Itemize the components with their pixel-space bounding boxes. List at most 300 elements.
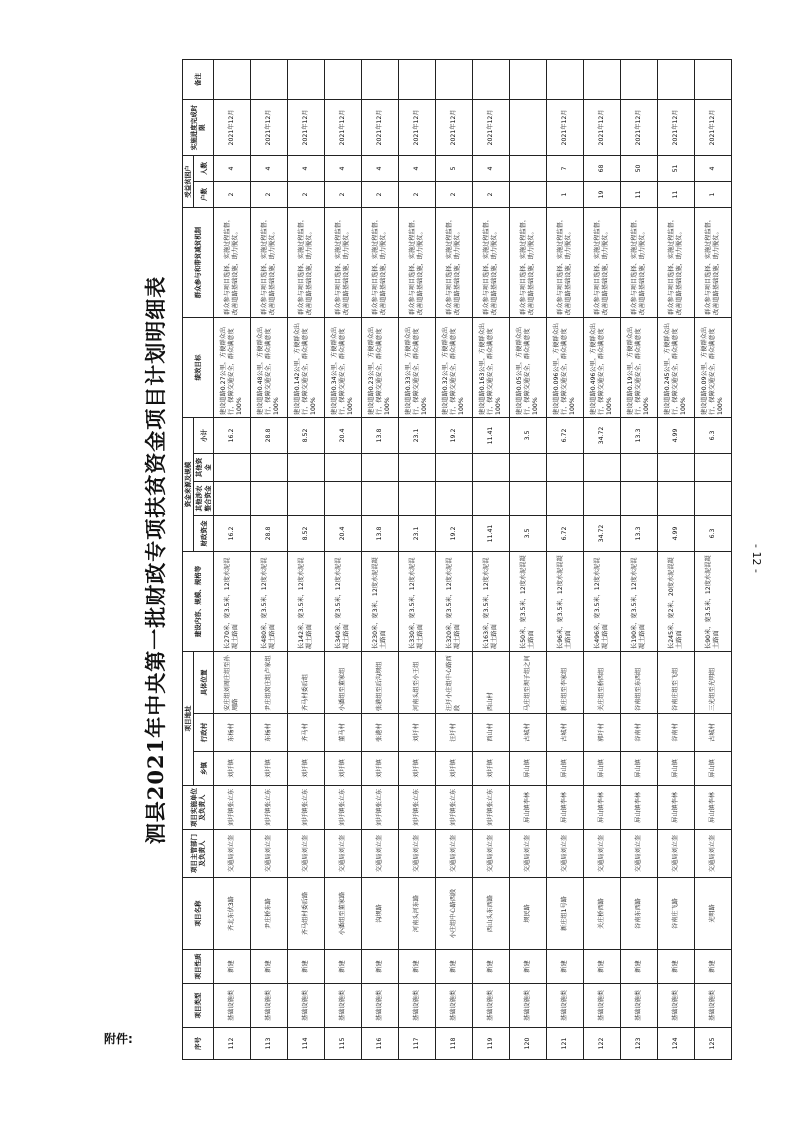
cell-subtotal: 13.8 [362, 417, 399, 453]
cell-name: 关庄桥西路 [584, 878, 621, 950]
cell-fiscal: 6.3 [695, 515, 732, 551]
cell-specific: 河南头组至小王组 [399, 651, 436, 713]
cell-content: 长163米，宽3.5米，12度水泥混凝土路面 [473, 551, 510, 651]
cell-mechanism: 群众参与项目选择、实施过程监督，改善道路基础设施，助力脱贫。 [584, 207, 621, 317]
cell-other [473, 481, 510, 515]
cell-deadline: 2021年12月 [399, 99, 436, 155]
cell-dept: 交通局刘立奎 [214, 830, 251, 878]
cell-mechanism: 群众参与项目选择、实施过程监督，改善道路基础设施，助力脱贫。 [473, 207, 510, 317]
cell-remark [473, 59, 510, 99]
cell-specific: 小潘组至董家组 [325, 651, 362, 713]
cell-dept: 交通局刘立奎 [288, 830, 325, 878]
cell-other [436, 481, 473, 515]
header-dept: 项目主管部门及负责人 [183, 830, 214, 878]
cell-village: 西山村 [473, 714, 510, 752]
cell-self [251, 453, 288, 481]
cell-seq: 112 [214, 1028, 251, 1060]
cell-remark [325, 59, 362, 99]
cell-mechanism: 群众参与项目选择、实施过程监督，改善道路基础设施，助力脱贫。 [436, 207, 473, 317]
cell-self [288, 453, 325, 481]
cell-village: 古城村 [547, 714, 584, 752]
cell-deadline: 2021年12月 [547, 99, 584, 155]
cell-town: 刘圩镇 [436, 752, 473, 786]
cell-type: 基础设施类 [658, 984, 695, 1028]
cell-deadline: 2021年12月 [362, 99, 399, 155]
cell-self [362, 453, 399, 481]
cell-remark [362, 59, 399, 99]
table-row [399, 59, 436, 1059]
cell-village: 古城村 [510, 714, 547, 752]
cell-content: 长330米，宽3.5米，12度水泥混凝土路面 [399, 551, 436, 651]
cell-subtotal: 16.2 [214, 417, 251, 453]
cell-specific: 尹庄组窝庄组卢家组 [251, 651, 288, 713]
cell-nature: 新建 [547, 950, 584, 984]
cell-town: 屏山镇 [621, 752, 658, 786]
header-impl: 项目实施单位及负责人 [183, 786, 214, 830]
cell-impl: 屏山镇李林 [510, 786, 547, 830]
cell-fiscal: 19.2 [436, 515, 473, 551]
cell-deadline: 2021年12月 [584, 99, 621, 155]
cell-households [510, 181, 547, 207]
header-households: 户数 [194, 181, 214, 207]
cell-persons: 4 [399, 155, 436, 181]
cell-subtotal: 20.4 [325, 417, 362, 453]
cell-households: 1 [547, 181, 584, 207]
cell-seq: 113 [251, 1028, 288, 1060]
cell-content: 长496米，宽3.5米，12度水泥混凝土路面 [584, 551, 621, 651]
cell-type: 基础设施类 [695, 984, 732, 1028]
cell-persons: 51 [658, 155, 695, 181]
header-poor: 受益贫困户 [183, 155, 194, 207]
cell-households: 2 [214, 181, 251, 207]
cell-nature: 新建 [251, 950, 288, 984]
cell-mechanism: 群众参与项目选择、实施过程监督，改善道路基础设施，助力脱贫。 [214, 207, 251, 317]
cell-seq: 123 [621, 1028, 658, 1060]
cell-village: 刘圩村 [399, 714, 436, 752]
header-persons: 人数 [194, 155, 214, 181]
cell-nature: 新建 [658, 950, 695, 984]
cell-subtotal: 6.3 [695, 417, 732, 453]
cell-households: 2 [473, 181, 510, 207]
cell-self [547, 453, 584, 481]
cell-persons: 50 [621, 155, 658, 181]
cell-remark [584, 59, 621, 99]
cell-persons: 4 [288, 155, 325, 181]
cell-content: 长480米，宽3.5米，12度水泥混凝土路面 [251, 551, 288, 651]
cell-other [510, 481, 547, 515]
cell-households: 2 [251, 181, 288, 207]
cell-mechanism: 群众参与项目选择、实施过程监督，改善道路基础设施，助力脱贫。 [621, 207, 658, 317]
cell-mechanism: 群众参与项目选择、实施过程监督，改善道路基础设施，助力脱贫。 [547, 207, 584, 317]
cell-mechanism: 群众参与项目选择、实施过程监督，改善道路基础设施，助力脱贫。 [362, 207, 399, 317]
table-row [288, 59, 325, 1059]
cell-persons: 4 [251, 155, 288, 181]
table-row [510, 59, 547, 1059]
cell-town: 屏山镇 [510, 752, 547, 786]
header-content: 建设内容、规模、规格等 [183, 551, 214, 651]
cell-content: 长340米，宽3.5米，12度水泥混凝土路面 [325, 551, 362, 651]
cell-households: 11 [658, 181, 695, 207]
cell-village: 董马村 [325, 714, 362, 752]
cell-persons: 4 [695, 155, 732, 181]
cell-subtotal: 34.72 [584, 417, 621, 453]
cell-village: 谷南村 [658, 714, 695, 752]
cell-mechanism: 群众参与项目选择、实施过程监督，改善道路基础设施，助力脱贫。 [325, 207, 362, 317]
cell-other [399, 481, 436, 515]
page-title: 泗县2021年中央第一批财政专项扶贫资金项目计划明细表 [143, 275, 168, 845]
header-remark: 备注 [183, 59, 214, 99]
cell-town: 屏山镇 [584, 752, 621, 786]
cell-type: 基础设施类 [214, 984, 251, 1028]
cell-town: 屏山镇 [658, 752, 695, 786]
table-row [547, 59, 584, 1059]
header-benefit: 绩效目标 [183, 317, 214, 417]
cell-remark [621, 59, 658, 99]
cell-self [436, 453, 473, 481]
header-self: 其他资金 [194, 453, 214, 481]
cell-type: 基础设施类 [547, 984, 584, 1028]
cell-seq: 119 [473, 1028, 510, 1060]
cell-nature: 新建 [399, 950, 436, 984]
cell-benefit: 建设道路0.27公里，方便群众出行，保障交通安全，群众满意度100% [214, 317, 251, 417]
cell-name: 河南头河东路 [399, 878, 436, 950]
cell-benefit: 建设道路0.33公里，方便群众出行，保障交通安全，群众满意度100% [399, 317, 436, 417]
cell-village: 张港村 [362, 714, 399, 752]
cell-dept: 交通局刘立奎 [510, 830, 547, 878]
cell-subtotal: 28.8 [251, 417, 288, 453]
cell-content: 长50米，宽3.5米，12度水泥混凝土路面 [510, 551, 547, 651]
cell-type: 基础设施类 [325, 984, 362, 1028]
cell-nature: 新建 [584, 950, 621, 984]
cell-other [325, 481, 362, 515]
cell-town: 刘圩镇 [288, 752, 325, 786]
cell-impl: 刘圩镇张立东 [325, 786, 362, 830]
cell-remark [288, 59, 325, 99]
cell-name: 新庄组1号路 [547, 878, 584, 950]
cell-dept: 交通局刘立奎 [584, 830, 621, 878]
cell-deadline: 2021年12月 [621, 99, 658, 155]
cell-subtotal: 11.41 [473, 417, 510, 453]
cell-name: 光明路 [695, 878, 732, 950]
cell-benefit: 建设道路0.142公里，方便群众出行，保障交通安全，群众满意度100% [288, 317, 325, 417]
cell-town: 屏山镇 [547, 752, 584, 786]
cell-self [621, 453, 658, 481]
cell-nature: 新建 [510, 950, 547, 984]
cell-benefit: 建设道路0.34公里，方便群众出行，保障交通安全，群众满意度100% [325, 317, 362, 417]
cell-fiscal: 16.2 [214, 515, 251, 551]
cell-deadline [510, 99, 547, 155]
header-fiscal: 财政资金 [194, 515, 214, 551]
cell-self [214, 453, 251, 481]
cell-town: 刘圩镇 [399, 752, 436, 786]
cell-subtotal: 13.3 [621, 417, 658, 453]
cell-village: 东杨村 [251, 714, 288, 752]
cell-fiscal: 13.8 [362, 515, 399, 551]
cell-type: 基础设施类 [251, 984, 288, 1028]
cell-households: 11 [621, 181, 658, 207]
cell-mechanism: 群众参与项目选择、实施过程监督，改善道路基础设施，助力脱贫。 [288, 207, 325, 317]
cell-specific: 张港组至后沟坝组 [362, 651, 399, 713]
cell-deadline: 2021年12月 [473, 99, 510, 155]
cell-deadline: 2021年12月 [695, 99, 732, 155]
cell-remark [399, 59, 436, 99]
table-row [584, 59, 621, 1059]
cell-households: 2 [288, 181, 325, 207]
cell-persons: 4 [214, 155, 251, 181]
cell-type: 基础设施类 [399, 984, 436, 1028]
cell-nature: 新建 [214, 950, 251, 984]
cell-other [621, 481, 658, 515]
table-row [621, 59, 658, 1059]
cell-impl: 刘圩镇张立东 [251, 786, 288, 830]
cell-impl: 刘圩镇张立东 [214, 786, 251, 830]
cell-other [362, 481, 399, 515]
cell-type: 基础设施类 [473, 984, 510, 1028]
cell-persons: 68 [584, 155, 621, 181]
cell-content: 长320米，宽3.5米，12度水泥混凝土路面 [436, 551, 473, 651]
cell-seq: 114 [288, 1028, 325, 1060]
cell-dept: 交通局刘立奎 [658, 830, 695, 878]
cell-other [658, 481, 695, 515]
cell-nature: 新建 [325, 950, 362, 984]
cell-subtotal: 4.99 [658, 417, 695, 453]
cell-name: 小潘组至董家路 [325, 878, 362, 950]
cell-content: 长142米，宽3.5米，12度水泥混凝土路面 [288, 551, 325, 651]
cell-subtotal: 19.2 [436, 417, 473, 453]
header-town: 乡镇 [194, 752, 214, 786]
cell-fiscal: 8.52 [288, 515, 325, 551]
header-subtotal: 小计 [194, 417, 214, 453]
cell-nature: 新建 [288, 950, 325, 984]
table-body [214, 59, 732, 1059]
cell-fiscal: 11.41 [473, 515, 510, 551]
cell-name: 沟坝路 [362, 878, 399, 950]
cell-town: 刘圩镇 [251, 752, 288, 786]
table-row [658, 59, 695, 1059]
cell-other [251, 481, 288, 515]
cell-content: 长96米，宽3.5米，12度水泥混凝土路面 [547, 551, 584, 651]
cell-self [695, 453, 732, 481]
cell-specific: 新庄组至李家组 [547, 651, 584, 713]
table-row [325, 59, 362, 1059]
cell-content: 长230米，宽3米，12度水泥混凝土路面 [362, 551, 399, 651]
cell-seq: 125 [695, 1028, 732, 1060]
cell-benefit: 建设道路0.245公里，方便群众出行，保障交通安全，群众满意度100% [658, 317, 695, 417]
cell-specific: 马庄组至坝子组之间 [510, 651, 547, 713]
cell-benefit: 建设道路0.19公里，方便群众出行，保障交通安全，群众满意度100% [621, 317, 658, 417]
cell-self [510, 453, 547, 481]
cell-deadline: 2021年12月 [251, 99, 288, 155]
cell-seq: 124 [658, 1028, 695, 1060]
cell-subtotal: 8.52 [288, 417, 325, 453]
cell-specific: 齐马村委后组 [288, 651, 325, 713]
cell-type: 基础设施类 [436, 984, 473, 1028]
cell-dept: 交通局刘立奎 [362, 830, 399, 878]
cell-town: 刘圩镇 [473, 752, 510, 786]
cell-households: 2 [325, 181, 362, 207]
cell-persons: 4 [325, 155, 362, 181]
cell-impl: 刘圩镇张立东 [362, 786, 399, 830]
table-row [214, 59, 251, 1059]
cell-benefit: 建设道路0.05公里，方便群众出行，保障交通安全，群众满意度100% [510, 317, 547, 417]
cell-subtotal: 23.1 [399, 417, 436, 453]
cell-other [584, 481, 621, 515]
table-row [362, 59, 399, 1059]
cell-fiscal: 20.4 [325, 515, 362, 551]
cell-remark [214, 59, 251, 99]
cell-dept: 交通局刘立奎 [251, 830, 288, 878]
cell-self [658, 453, 695, 481]
cell-other [695, 481, 732, 515]
cell-fiscal: 34.72 [584, 515, 621, 551]
cell-deadline: 2021年12月 [436, 99, 473, 155]
header-funds: 资金来源及规模 [183, 417, 194, 551]
cell-impl: 屏山镇李林 [547, 786, 584, 830]
cell-benefit: 建设道路0.496公里，方便群众出行，保障交通安全，群众满意度100% [584, 317, 621, 417]
cell-fiscal: 28.8 [251, 515, 288, 551]
header-specific: 具体位置 [194, 651, 214, 713]
table-row [695, 59, 732, 1059]
header-row-1 [183, 59, 194, 1059]
cell-type: 基础设施类 [621, 984, 658, 1028]
cell-remark [695, 59, 732, 99]
cell-town: 刘圩镇 [214, 752, 251, 786]
cell-persons [510, 155, 547, 181]
cell-content: 长270米，宽3.5米，12度水泥混凝土路面 [214, 551, 251, 651]
table-row [436, 59, 473, 1059]
cell-fiscal: 13.3 [621, 515, 658, 551]
cell-fiscal: 6.72 [547, 515, 584, 551]
cell-households: 2 [362, 181, 399, 207]
cell-benefit: 建设道路0.163公里，方便群众出行，保障交通安全，群众满意度100% [473, 317, 510, 417]
cell-benefit: 建设道路0.09公里，方便群众出行，保障交通安全，群众满意度100% [695, 317, 732, 417]
header-location: 项目地址 [183, 651, 194, 785]
cell-deadline: 2021年12月 [325, 99, 362, 155]
cell-nature: 新建 [621, 950, 658, 984]
cell-name: 尹庄桥东路 [251, 878, 288, 950]
cell-self [325, 453, 362, 481]
cell-name: 谷南东西路 [621, 878, 658, 950]
cell-impl: 刘圩镇张立东 [399, 786, 436, 830]
cell-benefit: 建设道路0.096公里，方便群众出行，保障交通安全，群众满意度100% [547, 317, 584, 417]
cell-other [214, 481, 251, 515]
cell-nature: 新建 [436, 950, 473, 984]
cell-dept: 交通局刘立奎 [621, 830, 658, 878]
cell-dept: 交通局刘立奎 [399, 830, 436, 878]
cell-impl: 屏山镇李林 [695, 786, 732, 830]
cell-remark [436, 59, 473, 99]
cell-name: 谷南庄飞路 [658, 878, 695, 950]
cell-impl: 刘圩镇张立东 [288, 786, 325, 830]
project-table [182, 59, 732, 1060]
table-row [251, 59, 288, 1059]
cell-seq: 115 [325, 1028, 362, 1060]
cell-impl: 刘圩镇张立东 [473, 786, 510, 830]
cell-town: 刘圩镇 [325, 752, 362, 786]
cell-dept: 交通局刘立奎 [325, 830, 362, 878]
cell-self [584, 453, 621, 481]
header-deadline: 实施进度完成时限 [183, 99, 214, 155]
cell-seq: 116 [362, 1028, 399, 1060]
cell-name: 小庄组中心路西段 [436, 878, 473, 950]
cell-other [547, 481, 584, 515]
cell-remark [510, 59, 547, 99]
cell-persons: 5 [436, 155, 473, 181]
cell-seq: 117 [399, 1028, 436, 1060]
page-number: - 12 - [749, 544, 763, 573]
header-type: 项目类型 [183, 984, 214, 1028]
cell-fiscal: 4.99 [658, 515, 695, 551]
cell-impl: 刘圩镇张立东 [436, 786, 473, 830]
cell-self [399, 453, 436, 481]
header-name: 项目名称 [183, 878, 214, 950]
cell-nature: 新建 [473, 950, 510, 984]
cell-fiscal: 23.1 [399, 515, 436, 551]
cell-dept: 交通局刘立奎 [547, 830, 584, 878]
cell-impl: 屏山镇李林 [658, 786, 695, 830]
cell-remark [547, 59, 584, 99]
cell-name: 西山头东西路 [473, 878, 510, 950]
cell-persons: 4 [362, 155, 399, 181]
cell-seq: 118 [436, 1028, 473, 1060]
cell-specific: 安庄组刘周庄组至孙周路 [214, 651, 251, 713]
cell-type: 基础设施类 [362, 984, 399, 1028]
cell-subtotal: 3.5 [510, 417, 547, 453]
cell-households: 1 [695, 181, 732, 207]
cell-deadline: 2021年12月 [288, 99, 325, 155]
cell-mechanism: 群众参与项目选择、实施过程监督，改善道路基础设施，助力脱贫。 [510, 207, 547, 317]
cell-specific: 汪圩小庄组中心路西段 [436, 651, 473, 713]
annex-label: 附件: [104, 1032, 133, 1046]
cell-mechanism: 群众参与项目选择、实施过程监督，改善道路基础设施，助力脱贫。 [399, 207, 436, 317]
cell-type: 基础设施类 [288, 984, 325, 1028]
cell-town: 刘圩镇 [362, 752, 399, 786]
cell-type: 基础设施类 [584, 984, 621, 1028]
cell-seq: 122 [584, 1028, 621, 1060]
cell-households: 2 [436, 181, 473, 207]
cell-remark [251, 59, 288, 99]
cell-village: 郭圩村 [584, 714, 621, 752]
cell-persons: 7 [547, 155, 584, 181]
cell-impl: 屏山镇李林 [621, 786, 658, 830]
cell-mechanism: 群众参与项目选择、实施过程监督，改善道路基础设施，助力脱贫。 [251, 207, 288, 317]
cell-content: 长245米，宽2米，20度水泥混凝土路面 [658, 551, 695, 651]
header-other: 其他涉农整合资金 [194, 481, 214, 515]
cell-fiscal: 3.5 [510, 515, 547, 551]
cell-households: 2 [399, 181, 436, 207]
cell-benefit: 建设道路0.23公里，方便群众出行，保障交通安全，群众满意度100% [362, 317, 399, 417]
rotated-sheet [140, 60, 740, 1060]
cell-town: 屏山镇 [695, 752, 732, 786]
header-village: 行政村 [194, 714, 214, 752]
cell-deadline: 2021年12月 [214, 99, 251, 155]
header-nature: 项目性质 [183, 950, 214, 984]
cell-specific: 谷南组至东西组 [621, 651, 658, 713]
cell-mechanism: 群众参与项目选择、实施过程监督，改善道路基础设施，助力脱贫。 [695, 207, 732, 317]
cell-deadline: 2021年12月 [658, 99, 695, 155]
cell-persons: 4 [473, 155, 510, 181]
cell-remark [658, 59, 695, 99]
header-seq: 序号 [183, 1028, 214, 1060]
cell-specific: 关庄组至桥西组 [584, 651, 621, 713]
cell-dept: 交通局刘立奎 [436, 830, 473, 878]
cell-dept: 交通局刘立奎 [473, 830, 510, 878]
cell-village: 汪圩村 [436, 714, 473, 752]
header-mechanism: 群众参与和带贫减贫机制 [183, 207, 214, 317]
cell-mechanism: 群众参与项目选择、实施过程监督，改善道路基础设施，助力脱贫。 [658, 207, 695, 317]
cell-village: 古城村 [695, 714, 732, 752]
cell-households: 19 [584, 181, 621, 207]
